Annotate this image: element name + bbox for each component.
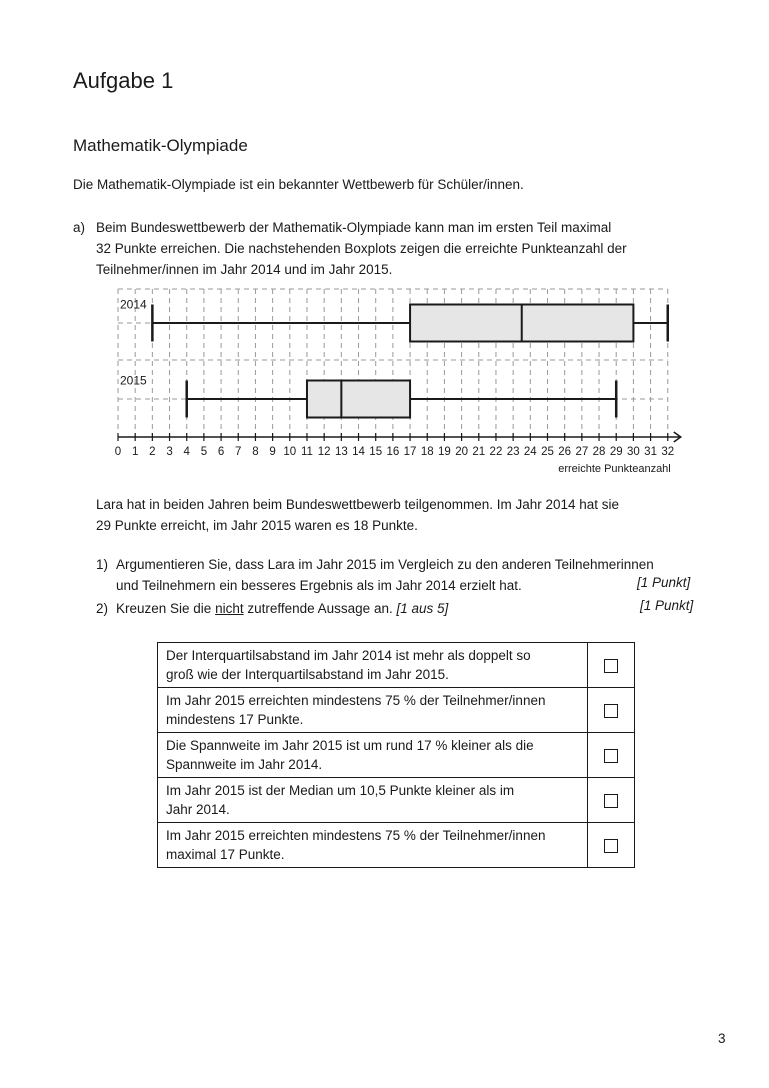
x-tick-label: 13	[334, 446, 348, 458]
option-row	[158, 643, 635, 688]
option-line: Der Interquartilsabstand im Jahr 2014 ist mehr als doppelt so	[166, 648, 531, 663]
task-a-line: Teilnehmer/innen im Jahr 2014 und im Jahr 2015.	[96, 262, 393, 277]
option-line: maximal 17 Punkte.	[166, 847, 285, 862]
question-2-text	[116, 598, 696, 619]
option-checkbox[interactable]	[604, 794, 618, 808]
x-tick-label: 6	[217, 446, 225, 458]
x-tick-label: 7	[235, 446, 242, 458]
option-text	[158, 778, 588, 823]
option-checkbox-cell	[588, 733, 635, 778]
question-2-text-after: zutreffende Aussage an.	[243, 601, 397, 616]
x-tick-label: 23	[506, 446, 520, 458]
lara-text	[96, 494, 696, 536]
question-1-label: 1)	[96, 557, 109, 572]
lara-line: Lara hat in beiden Jahren beim Bundeswettbewerb teilgenommen. Im Jahr 2014 hat sie	[96, 497, 620, 512]
option-line: Im Jahr 2015 erreichten mindestens 75 % der Teilnehmer/innen	[166, 828, 546, 843]
x-tick-label: 21	[472, 446, 486, 458]
page-title: Aufgabe 1	[73, 68, 174, 93]
question-2-underlined-word: nicht	[215, 601, 244, 616]
option-row	[158, 778, 635, 823]
x-tick-label: 3	[166, 446, 173, 458]
series-label: 2014	[120, 297, 147, 312]
x-tick-label: 0	[114, 446, 122, 458]
question-1-points: [1 Punkt]	[637, 575, 691, 590]
x-tick-label: 9	[269, 446, 276, 458]
x-tick-label: 25	[541, 446, 554, 458]
x-tick-label: 32	[661, 446, 675, 458]
x-tick-label: 5	[200, 446, 208, 458]
option-row	[158, 823, 635, 868]
option-line: Spannweite im Jahr 2014.	[166, 757, 323, 772]
x-tick-label: 17	[403, 446, 417, 458]
option-checkbox[interactable]	[604, 704, 618, 718]
x-tick-label: 2	[149, 446, 156, 458]
x-tick-label: 12	[317, 446, 331, 458]
x-tick-label: 19	[438, 446, 451, 458]
x-tick-label: 24	[523, 446, 537, 458]
x-tick-label: 20	[455, 446, 468, 458]
option-line: Die Spannweite im Jahr 2015 ist um rund 17 % kleiner als die	[166, 738, 534, 753]
x-tick-label: 16	[386, 446, 400, 458]
page-number: 3	[718, 1031, 726, 1046]
x-tick-label: 18	[420, 446, 434, 458]
option-checkbox[interactable]	[604, 659, 618, 673]
option-checkbox[interactable]	[604, 749, 618, 763]
question-2-points: [1 Punkt]	[640, 598, 694, 613]
task-a-label: a)	[73, 220, 86, 235]
lara-line: 29 Punkte erreicht, im Jahr 2015 waren es 18 Punkte.	[96, 518, 418, 533]
x-axis-label: erreichte Punkteanzahl	[558, 463, 671, 475]
box-iqr	[307, 381, 410, 418]
x-tick-label: 10	[283, 446, 297, 458]
question-1-line: und Teilnehmern ein besseres Ergebnis als im Jahr 2014 erzielt hat.	[116, 578, 522, 593]
option-line: Jahr 2014.	[166, 802, 230, 817]
question-1-text	[116, 554, 696, 596]
option-checkbox[interactable]	[604, 839, 618, 853]
option-checkbox-cell	[588, 688, 635, 733]
x-tick-label: 26	[558, 446, 572, 458]
task-a-line: 32 Punkte erreichen. Die nachstehenden Boxplots zeigen die erreichte Punkteanzahl der	[96, 241, 627, 256]
option-checkbox-cell	[588, 643, 635, 688]
x-tick-label: 28	[592, 446, 606, 458]
option-text	[158, 688, 588, 733]
option-checkbox-cell	[588, 778, 635, 823]
question-2-label: 2)	[96, 601, 109, 616]
x-tick-label: 15	[369, 446, 383, 458]
x-tick-label: 11	[301, 446, 313, 458]
x-tick-label: 4	[183, 446, 190, 458]
section-title: Mathematik-Olympiade	[73, 136, 248, 155]
option-line: mindestens 17 Punkte.	[166, 712, 304, 727]
option-line: Im Jahr 2015 erreichten mindestens 75 % der Teilnehmer/innen	[166, 693, 546, 708]
x-tick-label: 14	[352, 446, 365, 458]
x-tick-label: 8	[252, 446, 259, 458]
option-line: groß wie der Interquartilsabstand im Jahr 2015.	[166, 667, 449, 682]
x-tick-label: 27	[575, 446, 589, 458]
x-tick-label: 22	[489, 446, 503, 458]
option-row	[158, 688, 635, 733]
option-text	[158, 643, 588, 688]
x-tick-label: 31	[644, 446, 657, 458]
option-text	[158, 733, 588, 778]
x-tick-label: 29	[609, 446, 623, 458]
x-tick-label: 30	[627, 446, 640, 458]
boxplot-chart	[0, 0, 769, 490]
series-label: 2015	[120, 373, 147, 388]
option-checkbox-cell	[588, 823, 635, 868]
option-text	[158, 823, 588, 868]
option-row	[158, 733, 635, 778]
question-1-line: Argumentieren Sie, dass Lara im Jahr 2015 im Vergleich zu den anderen Teilnehmerinnen	[116, 557, 654, 572]
task-a-line: Beim Bundeswettbewerb der Mathematik-Olympiade kann man im ersten Teil maximal	[96, 220, 612, 235]
option-line: Im Jahr 2015 ist der Median um 10,5 Punkte kleiner als im	[166, 783, 515, 798]
answer-options-table	[157, 642, 635, 868]
question-2-hint: [1 aus 5]	[396, 601, 449, 616]
question-2-text-before: Kreuzen Sie die	[116, 601, 216, 616]
intro-text: Die Mathematik-Olympiade ist ein bekannter Wettbewerb für Schüler/innen.	[73, 177, 524, 192]
x-tick-label: 1	[131, 446, 139, 458]
